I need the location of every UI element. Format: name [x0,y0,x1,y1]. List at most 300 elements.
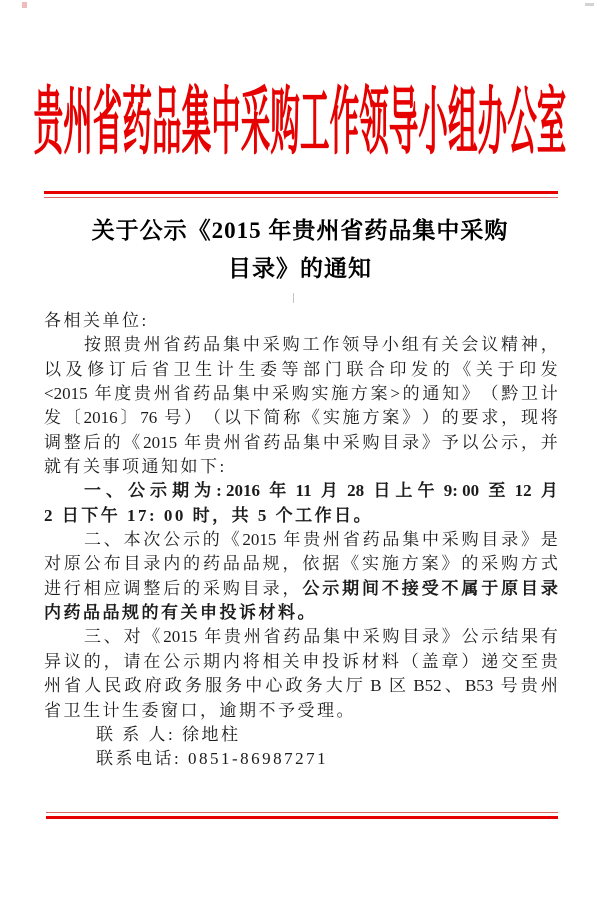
body-text-segment: 》 [520,530,538,550]
body-text-segment: 异 [44,651,61,671]
body-text-segment: ， [103,651,121,671]
body-text-segment: 的 [83,651,101,671]
body-text-segment: 有 [421,335,439,355]
body-text-segment: 购 [382,627,400,647]
body-text-segment: ） [421,408,439,428]
notice-title-line2: 目录》的通知 [228,256,372,281]
body-text-segment: 神 [520,335,538,355]
body-text-segment: 工 [302,335,320,355]
body-text-segment: ） [461,651,479,671]
body-text-segment: ） [184,408,202,428]
body-text-segment: 月 [320,481,338,501]
body-text-segment: 贵 [540,651,558,671]
body-text-segment: 公 [163,530,181,550]
body-text-segment: 部 [303,359,321,379]
body-text-segment: 药 [183,335,201,355]
body-text-segment: 议 [481,335,499,355]
body-text-segment: 州 [153,384,171,404]
body-text-segment: 服 [205,676,222,696]
body-text-segment: 订 [108,359,126,379]
body-text-segment: 、 [444,676,462,696]
body-text-segment: 依 [302,554,320,574]
body-text-segment: 期 [172,481,190,501]
body-text-segment: 将 [242,651,260,671]
body-text-segment: ， [282,554,300,574]
body-text-segment: 案 [370,384,388,404]
body-text-segment: 目 [402,627,420,647]
body-text-segment: 的 [183,578,201,598]
body-text-segment: 据 [322,554,340,574]
body-line [44,601,558,625]
body-text-segment: 计 [216,359,234,379]
body-text-segment: 政 [164,676,182,696]
body-text-segment: 作 [322,335,340,355]
body-text-segment: 就有关事项通知如下: [44,457,227,477]
body-text-segment: 结 [501,627,519,647]
body-text-segment: 案 [382,408,400,428]
body-text-segment: 集 [232,384,250,404]
body-text-segment: 年 [184,432,202,452]
body-text-segment: 集 [402,530,420,550]
body-text-segment: 实 [311,384,329,404]
body-text-segment: 三 [84,627,101,647]
body-text-segment: 《 [123,432,141,452]
body-text-segment: 务 [184,676,202,696]
body-text-segment: 《 [454,359,472,379]
body-text-segment: 内 [222,651,240,671]
body-text-segment: 在 [143,651,161,671]
body-line [44,406,558,430]
body-text-segment: 度 [114,384,132,404]
body-text-segment: 省 [243,432,261,452]
body-text-segment: 省卫生计生委窗口，逾期不予受理。 [44,700,356,720]
body-text-segment: <2015 [44,384,92,404]
body-text-segment: 》 [441,554,459,574]
body-text-segment: 州 [44,676,61,696]
body-text-segment: 《 [303,408,320,428]
body-line [44,431,558,455]
body-text-segment: 贵 [203,432,221,452]
body-text-segment: 公 [302,578,320,598]
body-text-segment: 上 [395,481,413,501]
body-text-segment: 购 [222,578,240,598]
body-text-segment: 录 [422,627,439,647]
body-text-segment: 的 [183,554,201,574]
body-text-segment: 原 [63,554,81,574]
body-text-segment: 录 [262,578,280,598]
body-text-segment: 心 [265,676,283,696]
body-text-segment: 施 [342,408,360,428]
body-text-segment: 内药品品规的有关申投诉材料。 [44,603,317,623]
body-text-segment: 州 [323,530,341,550]
body-text-segment: ， [540,335,558,355]
body-text-segment: 交 [501,651,519,671]
footer-rule-thick [46,816,558,819]
body-text-segment: 药 [362,530,380,550]
body-text-segment: 精 [501,335,519,355]
letterhead-rule-thin [44,197,558,198]
body-text-segment: 发 [540,359,558,379]
body-text-segment: （ [203,408,221,428]
body-text-segment: 采 [203,578,220,598]
body-text-segment: 式 [540,554,558,574]
body-line [44,699,558,723]
body-text-segment: 务 [225,676,243,696]
body-line [44,382,558,406]
body-text-segment: 进 [44,578,61,598]
body-line [44,358,558,382]
body-text-segment: 二 [84,530,101,550]
body-text-segment: 》 [402,408,420,428]
body-text-segment: 合 [367,359,385,379]
body-text-segment: 对 [123,627,141,647]
body-text-segment: 政 [285,676,303,696]
body-text-segment: 购 [291,384,309,404]
body-text-segment: 录 [540,578,558,598]
body-text-segment: 》 [441,627,459,647]
scan-artifact [585,3,594,6]
body-text-segment: 相 [83,578,101,598]
body-text-segment: 午 [417,481,435,501]
body-text-segment: 通 [422,384,440,404]
body-text-segment: 关 [282,651,300,671]
body-text-segment: 药 [283,627,301,647]
body-text-segment: 为 [194,481,212,501]
body-line [44,625,558,649]
scan-artifact [22,2,27,8]
body-text-segment: 章 [441,651,459,671]
body-text-segment: 整 [63,432,81,452]
body-line [44,309,558,333]
notice-title-line1: 关于公示《2015 年贵州省药品集中采购 [91,218,509,243]
footer-rule-thin [46,812,558,813]
body-text-segment: 求 [481,408,499,428]
body-text-segment: 中 [252,384,270,404]
body-text-segment: 各相关单位: [44,311,149,330]
body-line [44,333,558,357]
body-text-segment: 省 [342,530,360,550]
body-text-segment: 称 [283,408,301,428]
body-text-segment: 不 [381,578,399,598]
body-text-segment: 调 [123,578,141,598]
body-text-segment: 诉 [342,651,360,671]
body-text-segment: 月 [540,481,558,501]
body-text-segment: 贵 [303,530,321,550]
body-text-segment: > [390,384,400,404]
body-text-segment: 导 [362,335,380,355]
body-text-segment: 贵 [520,676,538,696]
body-text-segment: 关 [441,335,459,355]
body-text-segment: 省 [173,384,191,404]
body-text-segment: 州 [243,627,261,647]
body-line [44,723,558,747]
body-text-segment: 贵 [123,335,141,355]
body-text-segment: 投 [322,651,340,671]
body-text-segment: 《 [222,530,240,550]
body-text-segment: 知 [442,384,460,404]
body-text-segment: 2016 [83,408,118,428]
body-text-segment: 本 [123,530,141,550]
body-text-segment: 的 [441,408,459,428]
body-text-segment: 施 [331,384,349,404]
body-text-segment: B [366,676,386,696]
body-text-segment: 卫 [520,384,538,404]
body-text-segment: 务 [305,676,323,696]
body-text-segment: 发 [44,408,61,428]
body-text-segment: B52 [409,676,442,696]
body-text-segment: 《 [143,627,161,647]
body-text-segment: 12 [510,481,536,501]
body-text-segment: 大 [325,676,343,696]
body-text-segment: 2015 [143,432,182,452]
body-text-segment: 期 [342,578,360,598]
body-text-segment: 属 [461,578,479,598]
body-text-segment: 后 [163,578,181,598]
body-text-segment: 日 [373,481,391,501]
body-text-segment: 是 [540,530,558,550]
body-text-segment: 应 [103,578,121,598]
body-text-segment: 28 [342,481,369,501]
body-text-segment: 购 [501,554,519,574]
body-text-segment: 示 [150,481,168,501]
body-text-segment: 中 [322,432,340,452]
body-line [44,552,558,576]
body-text-segment: 申 [302,651,320,671]
letterhead-rule-thick [44,191,558,194]
body-text-segment: 递 [481,651,499,671]
body-text-segment: 民 [104,676,122,696]
body-text-segment: 、 [103,627,121,647]
body-text-segment: 会 [461,335,479,355]
body-text-segment: 州 [143,335,161,355]
notice-body [44,309,558,772]
body-text-segment: 贵 [224,627,242,647]
body-text-segment: 州 [223,432,241,452]
body-text-segment: 黔 [501,384,519,404]
body-text-segment: 行 [63,578,81,598]
body-text-segment: 府 [144,676,162,696]
body-text-segment: 印 [389,359,407,379]
body-text-segment: 的 [103,432,121,452]
body-text-segment: 后 [83,432,101,452]
body-line [44,577,558,601]
body-text-segment: （ [401,651,419,671]
body-text-segment: 省 [163,335,181,355]
body-text-segment: 接 [401,578,419,598]
body-text-segment: 施 [381,554,399,574]
body-text-segment: 公 [163,651,181,671]
body-text-segment: 人 [84,676,102,696]
body-text-segment: 省 [263,627,281,647]
body-text-segment: 品 [203,335,221,355]
body-text-segment: 现 [520,408,538,428]
body-text-segment: 》 [421,432,439,452]
body-text-segment: 一 [84,481,101,501]
body-text-segment: 公 [481,432,499,452]
body-text-segment: 年 [269,481,287,501]
body-text-segment: 公 [128,481,146,501]
notice-title [0,212,600,288]
body-text-segment: 盖 [421,651,439,671]
body-text-segment: 案 [421,554,439,574]
body-text-segment: 印 [519,359,537,379]
body-text-segment: 公 [461,627,479,647]
body-line [44,479,558,503]
body-text-segment: 品 [242,554,260,574]
body-text-segment: 计 [540,384,558,404]
body-text-segment: 中 [242,335,260,355]
body-text-segment: B53 [464,676,498,696]
body-text-segment: 及 [65,359,83,379]
body-text-segment: 中 [245,676,263,696]
body-text-segment: 联 [346,359,364,379]
body-text-segment: 2 日下午 17: 00 时，共 5 个工作日。 [44,505,374,525]
body-text-segment: 调 [44,432,61,452]
body-text-segment: 组 [401,335,419,355]
body-text-segment: 受 [421,578,439,598]
body-text-segment: 有 [540,627,558,647]
body-text-segment: 录 [143,554,161,574]
body-text-segment: 发 [411,359,429,379]
body-text-segment: 以 [44,359,61,379]
body-text-segment: （ [481,384,499,404]
body-text-segment: 实 [362,554,379,574]
body-text-segment: 材 [362,651,379,671]
body-text-segment: 果 [520,627,538,647]
body-text-segment: 购 [461,530,479,550]
body-text-segment: 生 [238,359,256,379]
body-text-segment: ， [282,578,300,598]
body-text-segment: 2015 [242,530,281,550]
body-text-segment: 录 [501,530,519,550]
body-text-segment: 后 [130,359,148,379]
body-text-segment: 目 [382,432,400,452]
body-text-segment: 卫 [173,359,191,379]
body-text-segment: 方 [401,554,419,574]
body-text-segment: 目 [242,578,260,598]
body-text-segment: 内 [163,554,181,574]
body-text-segment: 料 [381,651,399,671]
body-text-segment: 、 [103,530,121,550]
body-text-segment: 以 [223,408,241,428]
body-text-segment: 采 [362,627,380,647]
body-text-segment: 贵 [134,384,151,404]
body-text-segment: 政 [124,676,142,696]
body-text-segment: 目 [521,578,538,598]
body-text-segment: 方 [350,384,368,404]
body-text-segment: 品 [303,627,321,647]
body-text-segment: 〔 [63,408,81,428]
body-text-segment: 联系电话: 0851-86987271 [96,749,329,769]
body-text-segment: 》 [461,384,479,404]
body-text-segment: 采 [342,432,360,452]
body-text-segment: 实 [322,408,340,428]
body-text-segment: 联 系 人: 徐地柱 [96,724,241,744]
body-text-segment: 区 [388,676,406,696]
body-text-segment: 委 [259,359,277,379]
body-text-segment: 修 [87,359,105,379]
body-text-segment: 关 [475,359,493,379]
body-line [44,455,558,479]
body-text-segment: 州 [540,676,558,696]
body-text-segment: 采 [272,384,290,404]
body-text-segment: 对 [44,554,61,574]
body-text-segment: 示 [501,432,519,452]
body-text-segment: 号 [500,676,518,696]
body-line [44,528,558,552]
body-text-segment: 公 [83,554,101,574]
body-text-segment: 予 [441,432,459,452]
body-text-segment: 请 [123,651,141,671]
body-text-segment: 要 [461,408,479,428]
body-text-segment: 、 [106,481,124,501]
body-text-segment: 集 [323,627,341,647]
body-text-segment: 购 [282,335,300,355]
body-text-segment: 年 [283,530,301,550]
body-text-segment: 采 [262,335,280,355]
body-text-segment: 次 [143,530,161,550]
body-text-segment: : 2016 [216,481,265,501]
body-text-segment: 药 [203,554,220,574]
body-text-segment: 并 [540,432,558,452]
body-text-segment: 布 [103,554,121,574]
body-line [44,747,558,771]
body-line [44,674,558,698]
body-text-segment: 议 [63,651,81,671]
body-text-segment: 以 [461,432,479,452]
body-text-segment: 采 [441,530,459,550]
body-text-segment: 将 [540,408,558,428]
body-text-segment: 示 [183,651,201,671]
body-text-segment: 按 [84,335,101,355]
body-text-segment: 于 [481,578,499,598]
body-text-segment: 方 [521,554,538,574]
body-text-segment: 省 [64,676,82,696]
body-text-segment: 〕 [120,408,138,428]
body-text-segment: 年 [94,384,112,404]
body-text-segment: 目 [481,530,499,550]
body-text-segment: 相 [262,651,280,671]
body-text-segment: 间 [362,578,379,598]
body-text-segment: 中 [422,530,439,550]
body-text-segment: 小 [381,335,399,355]
body-text-segment: 厅 [345,676,363,696]
body-text-segment: 《 [342,554,360,574]
body-text-segment: 集 [223,335,241,355]
body-line [44,504,558,528]
body-text-segment: 至 [521,651,538,671]
body-text-segment: 药 [263,432,281,452]
body-text-segment: 2015 [163,627,202,647]
body-text-segment: 示 [322,578,340,598]
body-text-segment: 下 [243,408,261,428]
body-text-segment: 录 [402,432,420,452]
body-text-segment: 9: 00 [439,481,484,501]
body-text-segment: 整 [143,578,161,598]
body-text-segment: 药 [193,384,211,404]
scan-artifact [293,293,294,303]
body-text-segment: 生 [195,359,213,379]
body-text-segment: 的 [432,359,450,379]
body-text-segment: 11 [291,481,316,501]
body-text-segment: 品 [212,384,230,404]
letterhead-org-name: 贵州省药品集中采购工作领导小组办公室 [33,82,567,164]
body-text-segment: 示 [182,530,200,550]
body-text-segment: ， [501,408,519,428]
body-text-segment: 品 [222,554,240,574]
body-text-segment: 的 [402,384,420,404]
body-text-segment: 原 [501,578,519,598]
